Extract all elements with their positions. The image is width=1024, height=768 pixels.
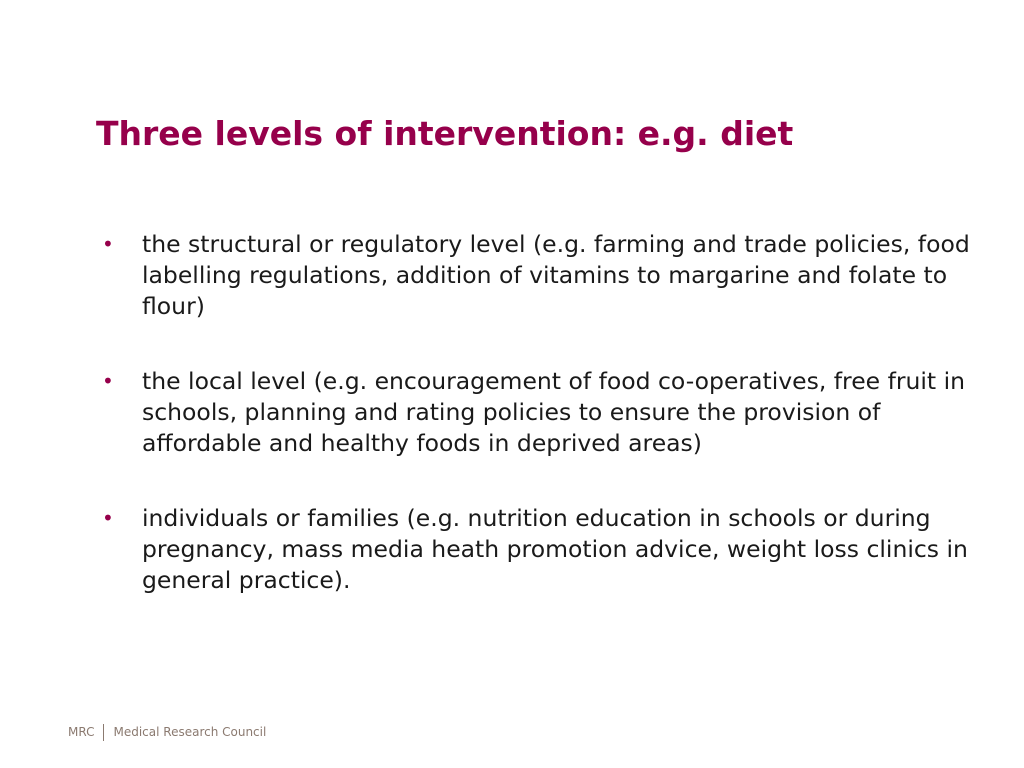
bullet-list: [102, 229, 1002, 640]
logo-divider: [103, 724, 104, 741]
bullet-item-local: [102, 366, 1002, 459]
bullet-text: the structural or regulatory level (e.g. farming and trade policies, food labelling regulations, addition of vitamins to margarine and folate to flour): [142, 230, 970, 320]
logo-organisation-name: Medical Research Council: [113, 725, 267, 739]
slide-title: Three levels of intervention: e.g. diet: [96, 114, 794, 153]
bullet-icon: •: [102, 369, 114, 393]
bullet-text: the local level (e.g. encouragement of food co-operatives, free fruit in schools, planning and rating policies to ensure the provision of affordable and healthy foods in deprived areas): [142, 367, 966, 457]
bullet-item-structural: [102, 229, 1002, 322]
logo-abbreviation: MRC: [68, 725, 95, 739]
bullet-text: individuals or families (e.g. nutrition education in schools or during pregnancy, mass media heath promotion advice, weight loss clinics in general practice).: [142, 504, 968, 594]
mrc-logo: [68, 722, 266, 742]
bullet-icon: •: [102, 232, 114, 256]
bullet-icon: •: [102, 506, 114, 530]
bullet-item-individual: [102, 503, 1002, 596]
